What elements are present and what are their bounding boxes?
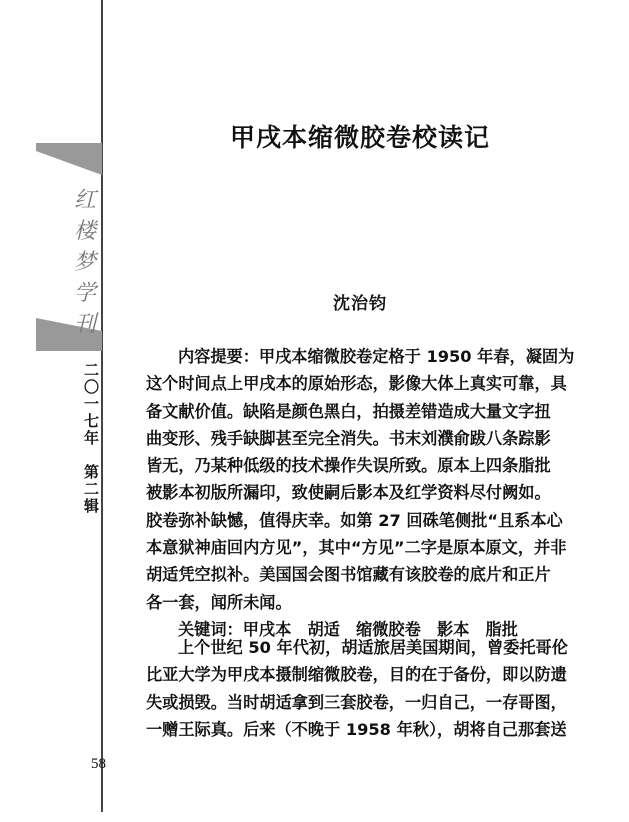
abstract-line: 曲变形、残手缺脚甚至完全消失。书末刘濮俞跋八条踪影 <box>146 428 551 448</box>
abstract-line: 备文献价值。缺陷是颜色黑白，拍摄差错造成大量文字扭 <box>146 401 551 421</box>
abstract-line: 胶卷弥补缺憾，值得庆幸。如第 27 回硃笔侧批“且系本心 <box>146 510 563 530</box>
abstract-line: 皆无，乃某种低级的技术操作失误所致。原本上四条脂批 <box>146 456 551 476</box>
margin-rule <box>101 0 103 812</box>
abstract-line: 胡适凭空拟补。美国国会图书馆藏有该胶卷的底片和正片 <box>146 565 551 585</box>
page-number: 58 <box>91 756 106 772</box>
body-line: 一赠王际真。后来（不晚于 1958 年秋），胡将自己那套送 <box>146 719 567 739</box>
body-text <box>146 634 568 743</box>
journal-logo: 红 楼 梦 学 刊 <box>73 188 96 337</box>
article-author: 沈治钧 <box>333 294 387 314</box>
keywords: 关键词：甲戌本 胡适 缩微胶卷 影本 脂批 <box>178 619 518 639</box>
abstract-line: 内容提要：甲戌本缩微胶卷定格于 1950 年春，凝固为 <box>178 347 575 366</box>
body-line: 比亚大学为甲戌本摄制缩微胶卷，目的在于备份，即以防遗 <box>146 665 567 685</box>
body-line: 失或损毁。当时胡适拿到三套胶卷，一归自己，一存哥图， <box>146 692 567 712</box>
article-title: 甲戌本缩微胶卷校读记 <box>229 123 490 152</box>
abstract-line: 本意狱神庙回内方见”，其中“方见”二字是原本原文，并非 <box>146 538 567 558</box>
issue-label: 二〇一七年 第二辑 <box>82 362 100 515</box>
abstract-line: 各一套，闻所未闻。 <box>146 592 292 612</box>
abstract-line: 这个时间点上甲戌本的原始形态，影像大体上真实可靠，具 <box>146 374 567 394</box>
body-line: 上个世纪 50 年代初，胡适旅居美国期间，曾委托哥伦 <box>178 638 568 657</box>
abstract <box>146 343 575 643</box>
abstract-line: 被影本初版所漏印，致使嗣后影本及红学资料尽付阙如。 <box>146 483 551 503</box>
